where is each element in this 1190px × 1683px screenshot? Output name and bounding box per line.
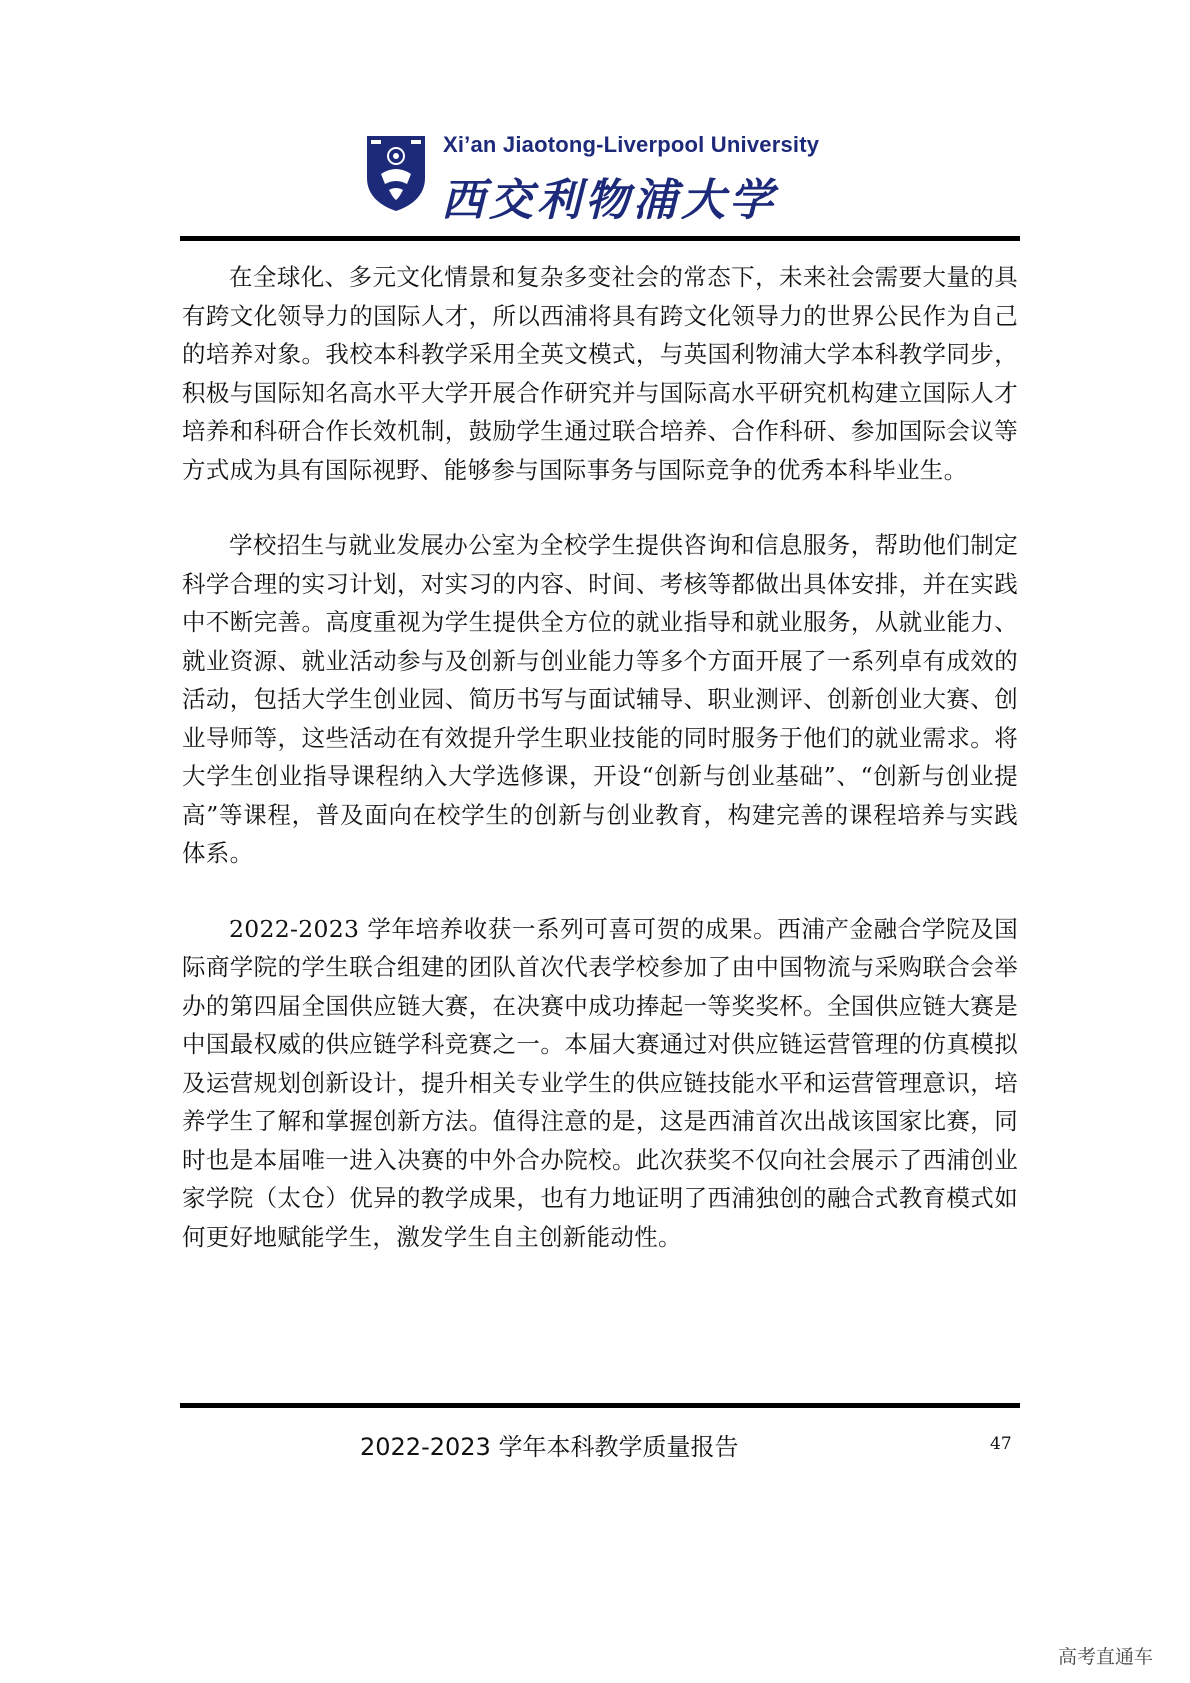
- body-text: [182, 258, 1018, 1293]
- university-crest-icon: [365, 134, 427, 212]
- page-header: [365, 128, 885, 228]
- footer-divider: [180, 1403, 1020, 1408]
- paragraph: 2022-2023 学年培养收获一系列可喜可贺的成果。西浦产金融合学院及国际商学院的学生联合组建的团队首次代表学校参加了由中国物流与采购联合会举办的第四届全国供应链大赛，在决赛中成功捧起一等奖奖杯。全国供应链大赛是中国最权威的供应链学科竞赛之一。本届大赛通过对供应链运营管理的仿真模拟及运营规划创新设计，提升相关专业学生的供应链技能水平和运营管理意识，培养学生了解和掌握创新方法。值得注意的是，这是西浦首次出战该国家比赛，同时也是本届唯一进入决赛的中外合办院校。此次获奖不仅向社会展示了西浦创业家学院（太仓）优异的教学成果，也有力地证明了西浦独创的融合式教育模式如何更好地赋能学生，激发学生自主创新能动性。: [182, 914, 1018, 1251]
- paragraph: 学校招生与就业发展办公室为全校学生提供咨询和信息服务，帮助他们制定科学合理的实习计划，对实习的内容、时间、考核等都做出具体安排，并在实践中不断完善。高度重视为学生提供全方位的就业指导和就业服务，从就业能力、就业资源、就业活动参与及创新与创业能力等多个方面开展了一系列卓有成效的活动，包括大学生创业园、简历书写与面试辅导、职业测评、创新创业大赛、创业导师等，这些活动在有效提升学生职业技能的同时服务于他们的就业需求。将大学生创业指导课程纳入大学选修课，开设“创新与创业基础”、“创新与创业提高”等课程，普及面向在校学生的创新与创业教育，构建完善的课程培养与实践体系。: [182, 531, 1018, 867]
- university-name-en: Xi’an Jiaotong-Liverpool University: [443, 132, 820, 157]
- watermark: 高考直通车: [1058, 1646, 1154, 1668]
- report-title: 2022-2023 学年本科教学质量报告: [360, 1433, 739, 1461]
- header-divider: [180, 236, 1020, 241]
- university-name-cn: 西交利物浦大学: [441, 175, 777, 226]
- paragraph: 在全球化、多元文化情景和复杂多变社会的常态下，未来社会需要大量的具有跨文化领导力的国际人才，所以西浦将具有跨文化领导力的世界公民作为自己的培养对象。我校本科教学采用全英文模式，与英国利物浦大学本科教学同步，积极与国际知名高水平大学开展合作研究并与国际高水平研究机构建立国际人才培养和科研合作长效机制，鼓励学生通过联合培养、合作科研、参加国际会议等方式成为具有国际视野、能够参与国际事务与国际竞争的优秀本科毕业生。: [182, 263, 1018, 484]
- page-number: 47: [990, 1434, 1012, 1454]
